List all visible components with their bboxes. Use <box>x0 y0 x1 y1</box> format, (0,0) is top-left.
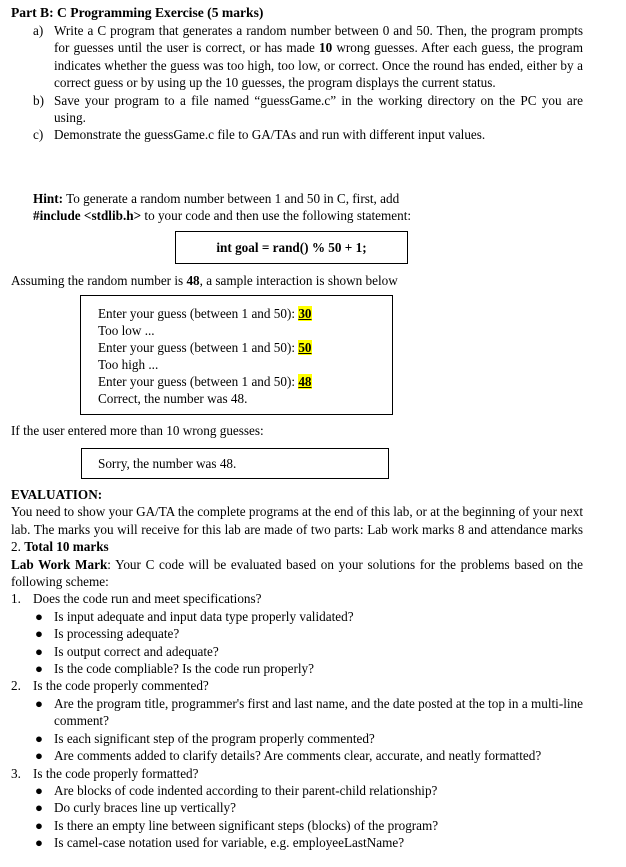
bullet-item: ● Is there an empty line between significant steps (blocks) of the program? <box>35 817 439 833</box>
question-label: a) <box>33 23 44 38</box>
question-label: b) <box>33 92 44 108</box>
hint-paragraph: Hint: To generate a random number between 1 and 50 in C, first, add #include <stdlib.h> to your code and then use the following statement: <box>33 191 412 224</box>
bullet-item: ● Are comments added to clarify details? Are comments clear, accurate, and neatly formatted? <box>35 748 542 764</box>
question-b: b) Save your program to a file named “guessGame.c” in the working directory on the PC you are using. <box>33 92 583 126</box>
sample-line: Enter your guess (between 1 and 50): 48 <box>98 374 312 389</box>
bullet-icon: ● <box>35 782 43 798</box>
question-a: a) Write a C program that generates a random number between 0 and 50. Then, the program prompts for guesses until the user is correct, or has made 10 wrong guesses. After each guess, the program indicates whether the guess was too high, too low, or correct. Once the round has ended, either by a correct guess or by using up the 10 guesses, the program displays the current status. <box>33 23 584 91</box>
question-c: c) Demonstrate the guessGame.c file to GA/TAs and run with different input values. <box>33 127 486 143</box>
sample-line: Too high ... <box>98 357 159 372</box>
evaluation-paragraph: You need to show your GA/TA the complete programs at the end of this lab, or at the beginning of your next lab. The marks you will receive for this lab are made of two parts: Lab work marks 8 and attendance marks 2. Total 10 marks <box>11 504 583 555</box>
evaluation-heading: EVALUATION: <box>11 487 103 502</box>
bullet-icon: ● <box>35 661 43 677</box>
lab-work-paragraph: Lab Work Mark: Your C code will be evaluated based on your solutions for the problems based on the following scheme: <box>11 556 583 590</box>
user-input-highlight: 50 <box>298 340 312 355</box>
user-input-highlight: 30 <box>298 306 312 321</box>
goal-statement-box: int goal = rand() % 50 + 1; <box>175 231 408 264</box>
sample-interaction-box <box>80 295 393 415</box>
bullet-icon: ● <box>35 626 43 642</box>
sample-line: Enter your guess (between 1 and 50): 50 <box>98 340 312 355</box>
bullet-icon: ● <box>35 608 43 624</box>
question-label: c) <box>33 127 44 143</box>
bullet-item: ● Do curly braces line up vertically? <box>35 800 236 816</box>
sample-line: Too low ... <box>98 323 155 338</box>
sorry-output-box: Sorry, the number was 48. <box>81 448 389 479</box>
bullet-icon: ● <box>35 835 43 851</box>
bullet-item: ● Are the program title, programmer's first and last name, and the date posted at the top in a multi-line comment? <box>35 695 583 729</box>
hint-label: Hint: <box>33 191 64 206</box>
sample-line: Enter your guess (between 1 and 50): 30 <box>98 306 312 321</box>
criteria-item-2: 2. Is the code properly commented? <box>11 678 209 694</box>
bullet-item: ● Is input adequate and input data type properly validated? <box>35 608 354 624</box>
include-directive: #include <stdlib.h> <box>33 208 142 224</box>
bullet-item: ● Is processing adequate? <box>35 626 180 642</box>
part-b-title: Part B: C Programming Exercise (5 marks) <box>11 5 264 20</box>
evaluation-section <box>11 486 583 852</box>
sample-intro: Assuming the random number is 48, a sample interaction is shown below <box>11 273 398 288</box>
bullet-item: ● Is output correct and adequate? <box>35 643 219 659</box>
wrong-guesses-intro: If the user entered more than 10 wrong guesses: <box>11 423 264 438</box>
bullet-icon: ● <box>35 695 43 711</box>
bullet-icon: ● <box>35 643 43 659</box>
bullet-icon: ● <box>35 800 43 816</box>
user-input-highlight: 48 <box>298 374 312 389</box>
bullet-icon: ● <box>35 817 43 833</box>
bullet-item: ● Is each significant step of the program properly commented? <box>35 730 375 746</box>
bullet-icon: ● <box>35 730 43 746</box>
bullet-item: ● Is camel-case notation used for variable, e.g. employeeLastName? <box>35 835 405 851</box>
bullet-item: ● Are blocks of code indented according to their parent-child relationship? <box>35 782 438 798</box>
question-list <box>11 22 583 144</box>
criteria-item-3: 3. Is the code properly formatted? <box>11 765 199 781</box>
sample-line: Correct, the number was 48. <box>98 391 248 406</box>
bullet-icon: ● <box>35 748 43 764</box>
bullet-item: ● Is the code compliable? Is the code run properly? <box>35 661 314 677</box>
criteria-item-1: 1. Does the code run and meet specifications? <box>11 591 262 607</box>
